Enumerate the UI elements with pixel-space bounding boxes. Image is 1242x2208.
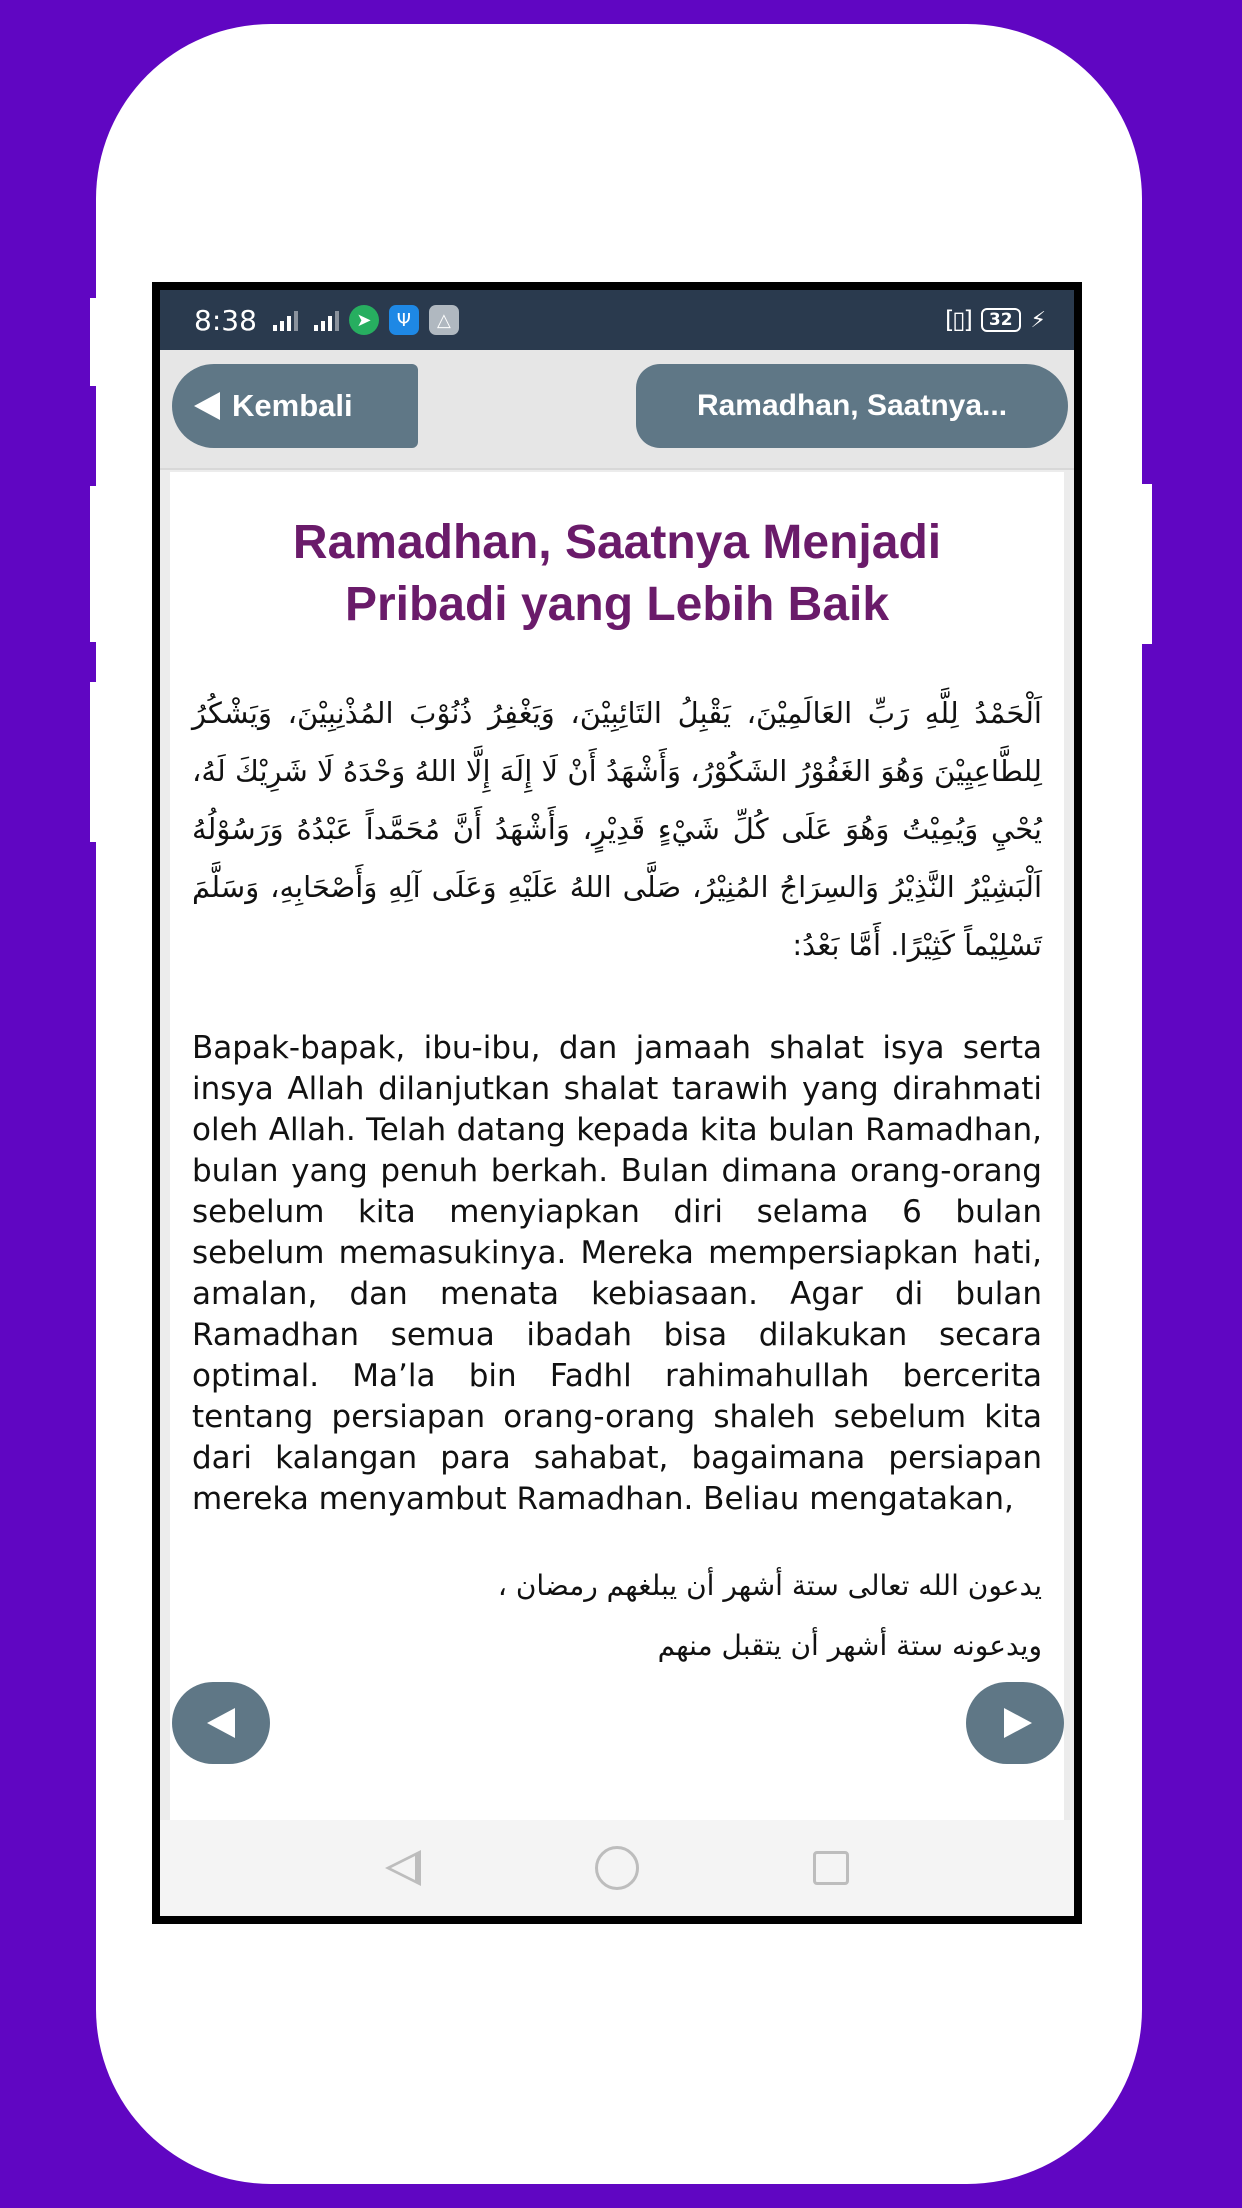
back-arrow-icon bbox=[194, 392, 220, 420]
usb-icon: Ψ bbox=[389, 305, 419, 335]
phone-screen bbox=[152, 282, 1082, 1924]
arabic-quote-line: يدعون الله تعالى ستة أشهر أن يبلغهم رمضان ، bbox=[497, 1569, 1042, 1602]
battery-icon: 32 bbox=[981, 308, 1021, 332]
system-navigation-bar bbox=[160, 1820, 1074, 1916]
nav-recents-icon[interactable] bbox=[813, 1851, 849, 1885]
toolbar bbox=[160, 350, 1074, 470]
signal-icon bbox=[314, 309, 339, 331]
vibrate-icon: [▯] bbox=[944, 306, 971, 334]
nav-home-icon[interactable] bbox=[595, 1846, 639, 1890]
back-button[interactable] bbox=[172, 364, 418, 448]
nav-back-icon[interactable] bbox=[385, 1850, 421, 1886]
arrow-right-icon bbox=[1004, 1708, 1032, 1738]
article-paragraph: Bapak-bapak, ibu-ibu, dan jamaah shalat isya serta insya Allah dilanjutkan shalat tarawih yang dirahmati oleh Allah. Telah datang kepada kita bulan Ramadhan, bulan yang penuh berkah. Bulan dimana orang-orang sebelum kita menyiapkan diri selama 6 bulan sebelum memasukinya. Mereka mempersiapkan hati, amalan, dan menata kebiasaan. Agar di bulan Ramadhan semua ibadah bisa dilakukan secara optimal. Ma’la bin Fadhl rahimahullah bercerita tentang persiapan orang-orang shaleh sebelum kita dari kalangan para sahabat, bagaimana persiapan mereka menyambut Ramadhan. Beliau mengatakan, bbox=[192, 1030, 1042, 1517]
clock: 8:38 bbox=[194, 303, 257, 337]
location-app-icon: ➤ bbox=[349, 305, 379, 335]
article-title: Ramadhan, Saatnya Menjadi Pribadi yang Lebih Baik bbox=[292, 516, 942, 631]
back-button-label: Kembali bbox=[232, 388, 353, 423]
signal-icon bbox=[273, 309, 298, 331]
status-bar bbox=[160, 290, 1074, 350]
drive-icon: △ bbox=[429, 305, 459, 335]
title-button[interactable]: Ramadhan, Saatnya... bbox=[636, 364, 1068, 448]
article-content[interactable] bbox=[170, 472, 1064, 1824]
arabic-quote-line: ويدعونه ستة أشهر أن يتقبل منهم bbox=[657, 1629, 1042, 1662]
arabic-opening: اَلْحَمْدُ لِلَّهِ رَبِّ العَالَمِيْنَ، يَقْبِلُ التَائِبِيْنَ، وَيَغْفِرُ ذُنُوْبَ المُذْنِبِيْنَ، وَيَشْكُرُ لِلطَّاعِيِيْنَ وَهُوَ الغَفُوْرُ الشَكُوْرُ، وَأَشْهَدُ أَنْ لَا إِلَهَ إِلَّا اللهُ وَحْدَهُ لَا شَرِيْكَ لَهُ، يُحْيِ وَيُمِيْتُ وَهُوَ عَلَى كُلِّ شَيْءٍ قَدِيْرٍ، وَأَشْهَدُ أَنَّ مُحَمَّداً عَبْدُهُ وَرَسُوْلُهُ اَلْبَشِيْرُ النَّذِيْرُ وَالسِرَاجُ المُنِيْرُ، صَلَّى اللهُ عَلَيْهِ وَعَلَى آلِهِ وَأَصْحَابِهِ، وَسَلَّمَ تَسْلِيْماً كَثِيْرًا. أَمَّا بَعْدُ: bbox=[192, 696, 1042, 962]
next-page-button[interactable] bbox=[966, 1682, 1064, 1764]
arrow-left-icon bbox=[207, 1708, 235, 1738]
previous-page-button[interactable] bbox=[172, 1682, 270, 1764]
charging-icon: ⚡ bbox=[1030, 307, 1046, 333]
